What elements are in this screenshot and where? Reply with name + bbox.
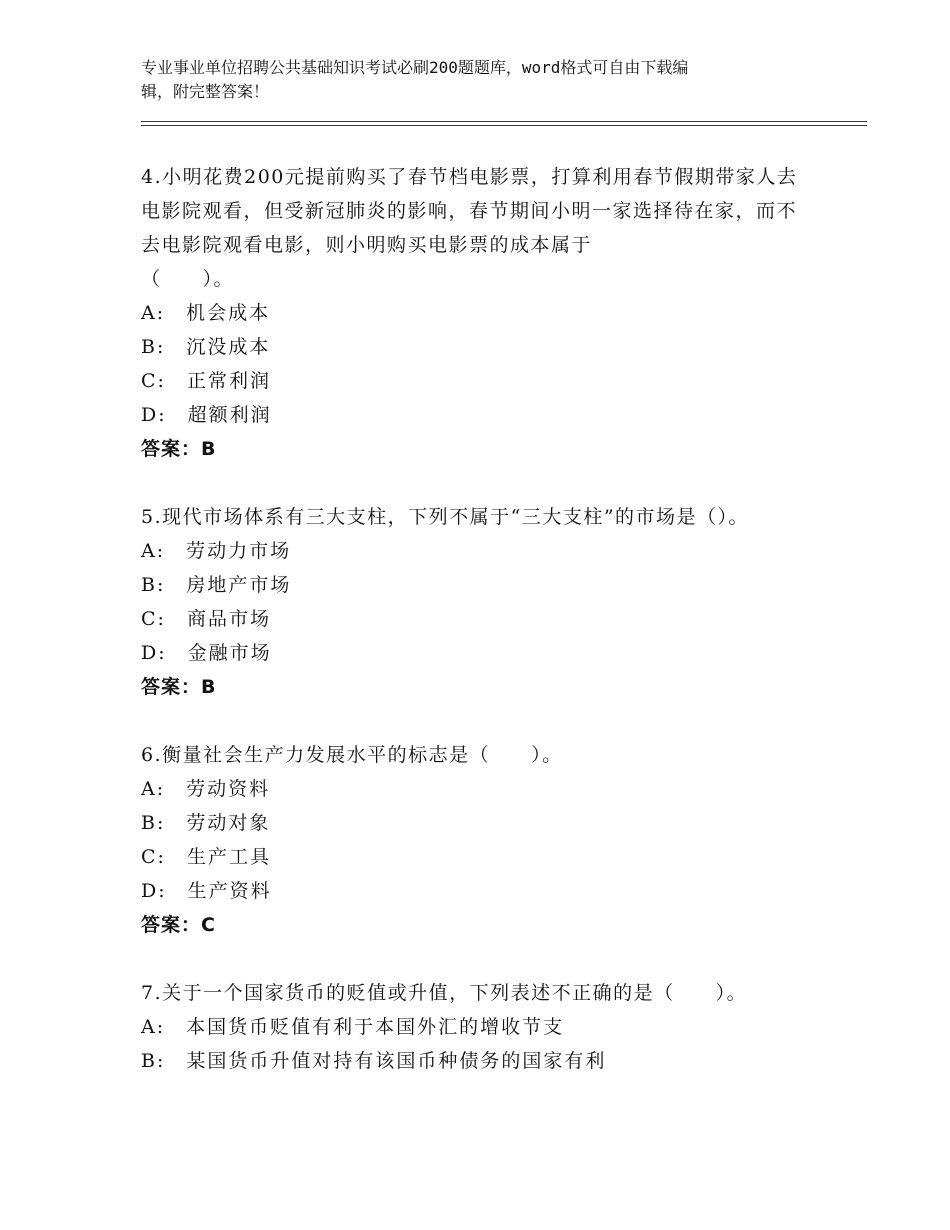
question-5 (141, 500, 861, 704)
header-line-1: 专业事业单位招聘公共基础知识考试必刷200题题库，word格式可自由下载编 (141, 58, 689, 77)
question-4-option-d: D: 超额利润 (141, 404, 272, 426)
question-7-option-b: B: 某国货币升值对持有该国币种债务的国家有利 (141, 1050, 607, 1072)
question-5-option-c: C: 商品市场 (141, 608, 271, 630)
question-gap (141, 942, 861, 976)
question-5-text: 5.现代市场体系有三大支柱，下列不属于“三大支柱”的市场是（）。 (141, 506, 750, 528)
question-4-text: 4.小明花费200元提前购买了春节档电影票，打算利用春节假期带家人去电影院观看，但受新冠肺炎的影响，春节期间小明一家选择待在家，而不去电影院观看电影，则小明购买电影票的成本属于 (141, 166, 798, 256)
question-6-option-d: D: 生产资料 (141, 880, 272, 902)
header-line-2: 辑，附完整答案！ (141, 82, 270, 101)
question-7 (141, 976, 861, 1078)
question-5-answer: 答案：B (141, 676, 217, 698)
question-7-text: 7.关于一个国家货币的贬值或升值，下列表述不正确的是（ ）。 (141, 982, 748, 1004)
question-gap (141, 466, 861, 500)
question-4-blank: （ ）。 (141, 268, 235, 290)
header-divider-top (141, 121, 867, 122)
question-list (141, 160, 861, 1078)
question-5-option-b: B: 房地产市场 (141, 574, 292, 596)
question-6-option-a: A: 劳动资料 (141, 778, 271, 800)
question-6-option-c: C: 生产工具 (141, 846, 271, 868)
question-7-option-a: A: 本国货币贬值有利于本国外汇的增收节支 (141, 1016, 565, 1038)
question-4-option-c: C: 正常利润 (141, 370, 271, 392)
question-4 (141, 160, 861, 466)
question-gap (141, 704, 861, 738)
question-6-answer: 答案：C (141, 914, 216, 936)
document-header (141, 56, 801, 104)
question-6-text: 6.衡量社会生产力发展水平的标志是（ ）。 (141, 744, 563, 766)
question-5-option-a: A: 劳动力市场 (141, 540, 292, 562)
header-divider-bottom (141, 125, 867, 126)
question-5-option-d: D: 金融市场 (141, 642, 272, 664)
question-6-option-b: B: 劳动对象 (141, 812, 271, 834)
question-4-option-a: A: 机会成本 (141, 302, 271, 324)
question-6 (141, 738, 861, 942)
question-4-option-b: B: 沉没成本 (141, 336, 271, 358)
question-4-answer: 答案：B (141, 438, 217, 460)
